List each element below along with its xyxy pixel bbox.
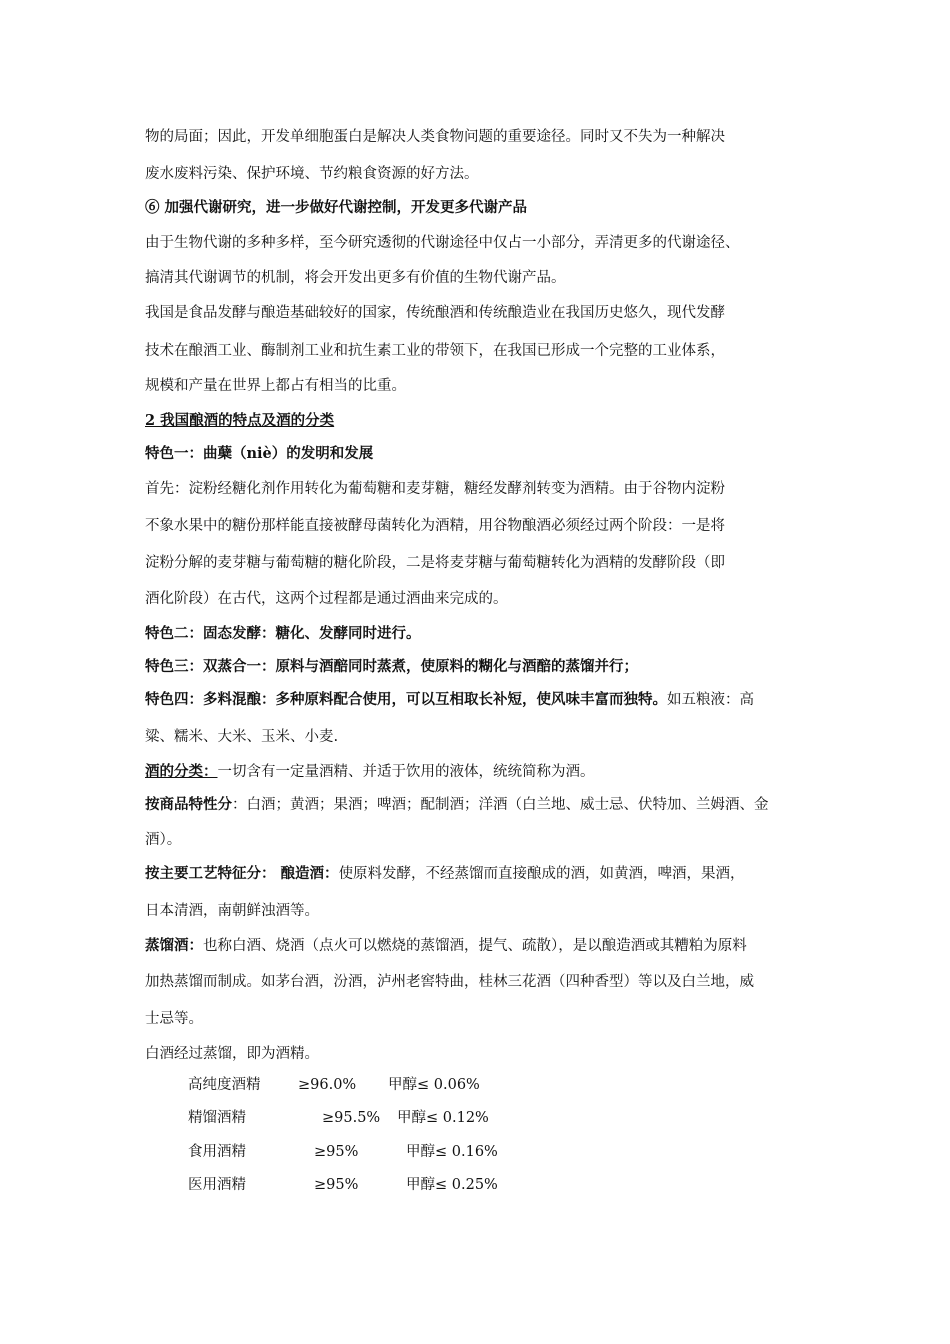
commodity-line: [145, 795, 815, 815]
classification-text: 一切含有一定量酒精、并适于饮用的液体，统统简称为酒。: [217, 764, 595, 780]
feature-four-bold: 特色四：多料混酿：多种原料配合使用，可以互相取长补短，使风味丰富而独特。: [145, 691, 667, 708]
para-line: 酒）。: [145, 832, 182, 848]
alcohol-methanol: 甲醇≤ 0.12%: [397, 1110, 489, 1126]
para-line: 物的局面；因此，开发单细胞蛋白是解决人类食物问题的重要途径。同时又不失为一种解决: [145, 129, 725, 145]
alcohol-name: 食用酒精: [188, 1144, 246, 1160]
para-line: 我国是食品发酵与酿造基础较好的国家，传统酿酒和传统酿造业在我国历史悠久，现代发酵: [145, 305, 725, 321]
para-line: 技术在酿酒工业、酶制剂工业和抗生素工业的带领下，在我国已形成一个完整的工业体系，: [145, 343, 725, 359]
para-line: 废水废料污染、保护环境、节约粮食资源的好方法。: [145, 166, 479, 182]
para-line: 首先：淀粉经糖化剂作用转化为葡萄糖和麦芽糖，糖经发酵剂转变为酒精。由于谷物内淀粉: [145, 481, 725, 497]
alcohol-purity: ≥95%: [314, 1144, 359, 1160]
para-line: 日本清酒，南朝鲜浊酒等。: [145, 903, 319, 919]
alcohol-name: 高纯度酒精: [188, 1077, 261, 1093]
para-line: 加热蒸馏而制成。如茅台酒，汾酒，泸州老窖特曲，桂林三花酒（四种香型）等以及白兰地，威: [145, 974, 754, 990]
para-line: 白酒经过蒸馏，即为酒精。: [145, 1046, 319, 1062]
para-line: 士忌等。: [145, 1011, 203, 1027]
process-label: 按主要工艺特征分： 酿造酒：: [145, 865, 339, 882]
para-line: 不象水果中的糖份那样能直接被酵母菌转化为酒精，用谷物酿酒必须经过两个阶段：一是将: [145, 518, 725, 534]
alcohol-purity: ≥95.5%: [322, 1110, 381, 1126]
commodity-label: 按商品特性分: [145, 796, 232, 813]
para-line: 搞清其代谢调节的机制，将会开发出更多有价值的生物代谢产品。: [145, 270, 566, 286]
alcohol-methanol: 甲醇≤ 0.06%: [388, 1077, 480, 1093]
feature-heading: 特色二：固态发酵：糖化、发酵同时进行。: [145, 625, 421, 642]
feature-four-line: [145, 690, 815, 710]
para-line: 粱、糯米、大米、玉米、小麦.: [145, 729, 339, 745]
alcohol-name: 医用酒精: [188, 1177, 246, 1193]
alcohol-purity: ≥95%: [314, 1177, 359, 1193]
distilled-label: 蒸馏酒：: [145, 937, 203, 954]
section-heading: 2 我国酿酒的特点及酒的分类: [145, 412, 335, 429]
classification-line: [145, 762, 815, 782]
feature-heading: 特色一：曲蘖（niè）的发明和发展: [145, 445, 374, 462]
distilled-text: 也称白酒、烧酒（点火可以燃烧的蒸馏酒，提气、疏散），是以酿造酒或其糟粕为原料: [203, 938, 747, 954]
process-text: 使原料发酵，不经蒸馏而直接酿成的酒，如黄酒，啤酒，果酒，: [338, 866, 745, 882]
section-heading: ⑥ 加强代谢研究，进一步做好代谢控制，开发更多代谢产品: [145, 199, 528, 216]
para-line: 由于生物代谢的多种多样，至今研究透彻的代谢途径中仅占一小部分，弄清更多的代谢途径、: [145, 235, 740, 251]
para-line: 淀粉分解的麦芽糖与葡萄糖的糖化阶段，二是将麦芽糖与葡萄糖转化为酒精的发酵阶段（即: [145, 555, 725, 571]
alcohol-name: 精馏酒精: [188, 1110, 246, 1126]
feature-four-rest: 如五粮液：高: [667, 692, 754, 708]
para-line: 规模和产量在世界上都占有相当的比重。: [145, 378, 406, 394]
distilled-line: [145, 936, 815, 956]
para-line: 酒化阶段）在古代，这两个过程都是通过酒曲来完成的。: [145, 591, 508, 607]
commodity-text: ：白酒；黄酒；果酒；啤酒；配制酒；洋酒（白兰地、威士忌、伏特加、兰姆酒、金: [232, 797, 769, 813]
alcohol-methanol: 甲醇≤ 0.25%: [406, 1177, 498, 1193]
alcohol-methanol: 甲醇≤ 0.16%: [406, 1144, 498, 1160]
feature-heading: 特色三：双蒸合一：原料与酒醅同时蒸煮，使原料的糊化与酒醅的蒸馏并行；: [145, 658, 638, 675]
alcohol-purity: ≥96.0%: [298, 1077, 357, 1093]
process-line: [145, 864, 815, 884]
classification-label: 酒的分类：: [145, 763, 218, 780]
